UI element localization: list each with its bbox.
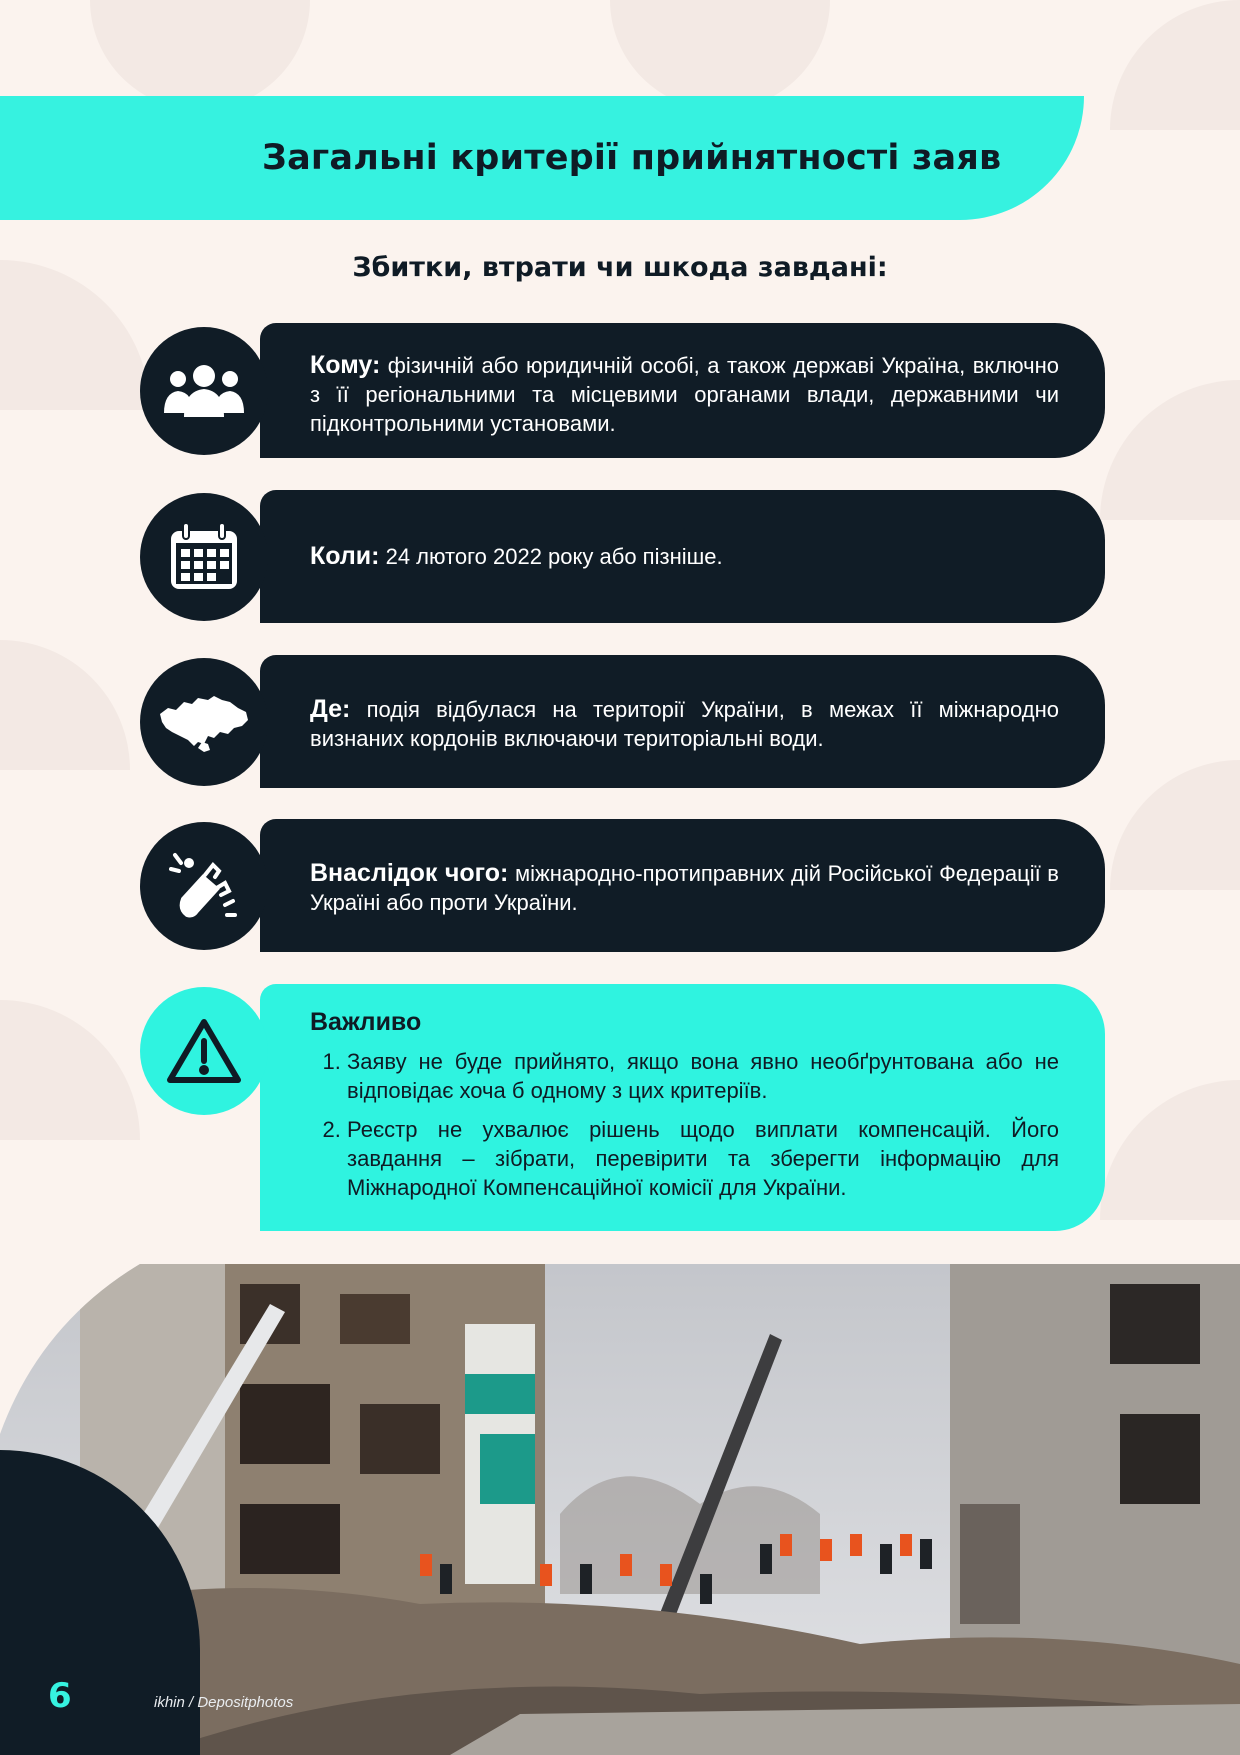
important-item: 1. Заяву не буде прийнято, якщо вона явно необґрунтована або не відповідає хоча б одному з цих критеріїв. <box>347 1047 1059 1105</box>
bomb-icon <box>140 822 268 950</box>
people-icon <box>140 327 268 455</box>
page-title: Загальні критерії прийнятності заяв <box>262 138 1002 178</box>
important-item: 2. Реєстр не ухвалює рішень щодо виплати компенсацій. Його завдання – зібрати, перевірити та зберегти інформацію для Міжнародної Компенсаційної комісії для України. <box>347 1115 1059 1202</box>
important-list <box>310 1047 1059 1202</box>
important-notice <box>140 984 1105 1231</box>
criterion-description: фізичній або юридичній особі, а також державі Україна, включно з її регіональними та місцевими органами влади, державними чи підконтрольними установами. <box>310 353 1059 436</box>
important-heading: Важливо <box>310 1008 422 1036</box>
criterion-text <box>310 542 1059 571</box>
section-subtitle: Збитки, втрати чи шкода завдані: <box>352 252 888 283</box>
criterion-text <box>310 859 1059 917</box>
photo-credit: ikhin / Depositphotos <box>154 1694 294 1711</box>
criterion-label: Кому: <box>310 351 381 379</box>
criterion-where <box>140 655 1105 788</box>
page-number: 6 <box>48 1676 72 1716</box>
criterion-label: Внаслідок чого: <box>310 859 509 887</box>
criterion-description: міжнародно-протиправних дій Російської Федерації в Україні або проти України. <box>310 861 1059 915</box>
criterion-who <box>140 323 1105 458</box>
criterion-text <box>310 695 1059 753</box>
criterion-description: 24 лютого 2022 року або пізніше. <box>379 544 723 569</box>
calendar-icon <box>140 493 268 621</box>
ukraine-map-icon <box>140 658 268 786</box>
important-text <box>310 1008 1059 1212</box>
criterion-cause <box>140 819 1105 952</box>
criterion-label: Коли: <box>310 542 380 570</box>
warning-icon <box>140 987 268 1115</box>
criterion-description: подія відбулася на території України, в межах її міжнародно визнаних кордонів включаючи територіальні води. <box>310 697 1059 751</box>
criterion-when <box>140 490 1105 623</box>
criterion-label: Де: <box>310 695 351 723</box>
criterion-text <box>310 351 1059 438</box>
title-banner <box>0 96 1084 220</box>
